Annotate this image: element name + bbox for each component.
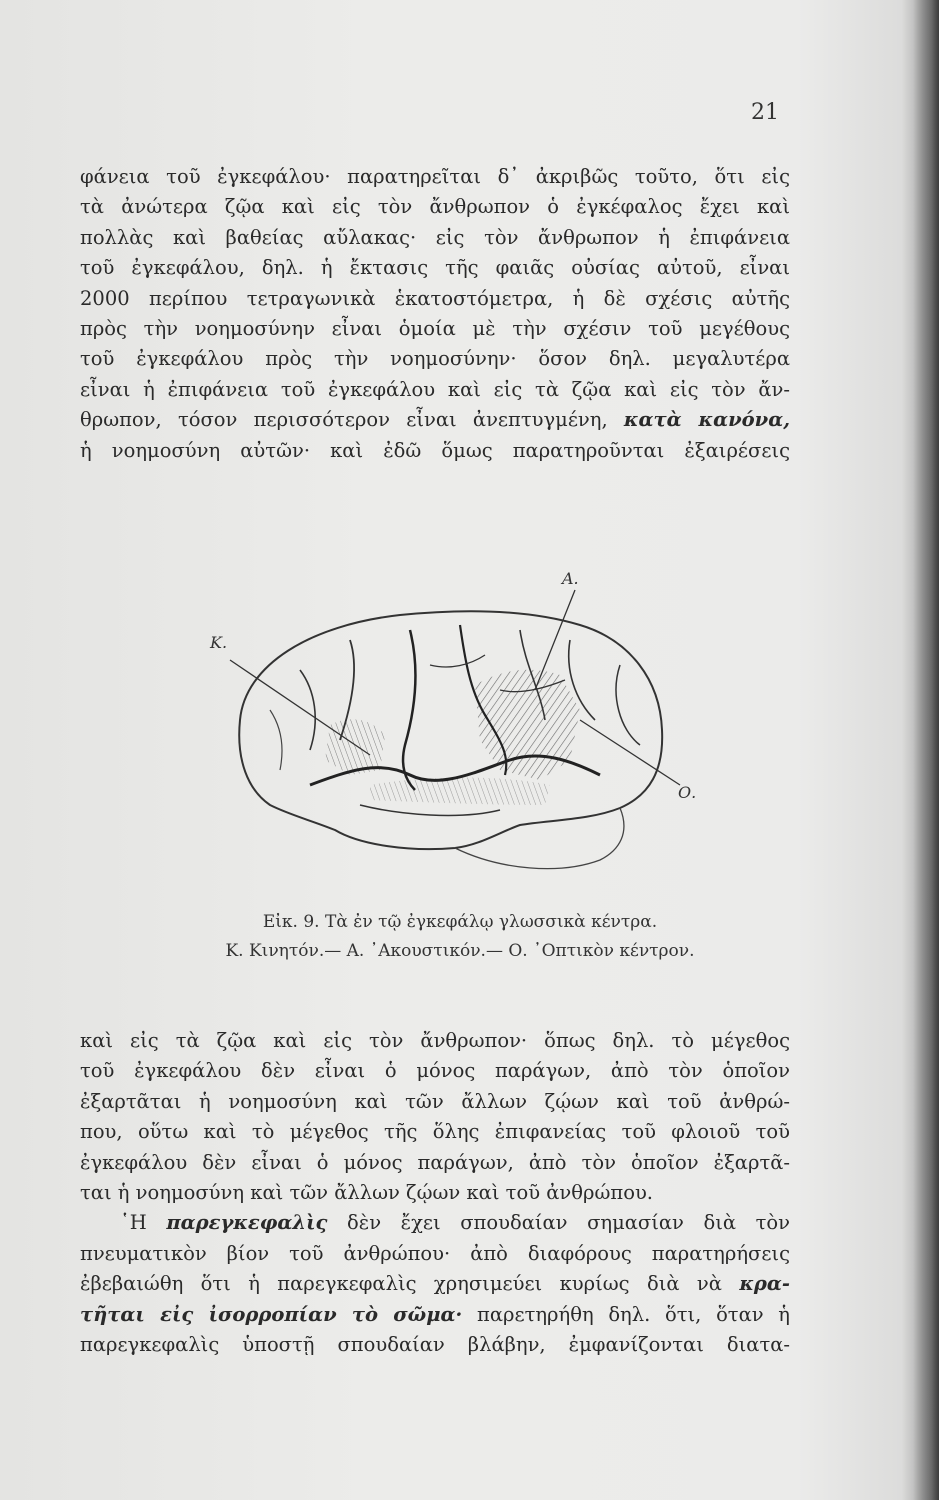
text-line: που, οὕτω καὶ τὸ μέγεθος τῆς ὅλης ἐπιφανείας τοῦ φλοιοῦ τοῦ [80,1120,790,1144]
text-line: τὰ ἀνώτερα ζῷα καὶ εἰς τὸν ἄνθρωπον ὁ ἐγκέφαλος ἔχει καὶ [80,195,790,219]
central-sulcus [403,630,415,790]
text-line: ἐγκεφάλου δὲν εἶναι ὁ μόνος παράγων, ἀπὸ τὸν ὁποῖον ἐξαρτᾶ- [80,1150,790,1174]
text-line: τοῦ ἐγκεφάλου, δηλ. ἡ ἔκτασις τῆς φαιᾶς οὐσίας αὐτοῦ, εἶναι [80,256,790,280]
brain-illustration [200,570,720,900]
text-line: φάνεια τοῦ ἐγκεφάλου· παρατηρεῖται δ᾽ ἀκριβῶς τοῦτο, ὅτι εἰς [80,165,790,188]
cerebellum-outline [455,808,624,869]
temporal-area-hatch [370,778,550,806]
text-line: πολλὰς καὶ βαθείας αὔλακας· εἰς τὸν ἄνθρωπον ἡ ἐπιφάνεια [80,225,790,249]
text-line: τοῦ ἐγκεφάλου πρὸς τὴν νοημοσύνην· ὅσον δηλ. μεγαλυτέρα [80,347,790,371]
text-line: ἐξαρτᾶται ἡ νοημοσύνη καὶ τῶν ἄλλων ζῴων καὶ τοῦ ἀνθρώ- [80,1089,790,1113]
emphasis-text: παρεγκεφαλὶς [166,1211,328,1235]
text-line: ται ἡ νοημοσύνη καὶ τῶν ἄλλων ζῴων καὶ τοῦ ἀνθρώπου. [80,1181,653,1205]
text-line: πρὸς τὴν νοημοσύνην εἶναι ὁμοία μὲ τὴν σχέσιν τοῦ μεγέθους [80,317,790,341]
emphasis-text: τῆται εἰς ἰσορροπίαν τὸ σῶμα· [80,1302,463,1326]
pointer-o [580,720,680,785]
text-line: παρεγκεφαλὶς ὑποστῇ σπουδαίαν βλάβην, ἐμφανίζονται διατα- [80,1333,790,1357]
text-line: καὶ εἰς τὰ ζῷα καὶ εἰς τὸν ἄνθρωπον· ὅπως δηλ. τὸ μέγεθος [80,1029,790,1052]
text-line: τοῦ ἐγκεφάλου δὲν εἶναι ὁ μόνος παράγων, ἀπὸ τὸν ὁποῖον [80,1059,790,1083]
text-segment: ἐβεβαιώθη ὅτι ἡ παρεγκεφαλὶς χρησιμεύει κυρίως διὰ νὰ [80,1272,722,1296]
page-edge-shadow [913,0,939,1500]
text-line: 2000 περίπου τετραγωνικὰ ἑκατοστόμετρα, ἡ δὲ σχέσις αὐτῆς [80,286,790,310]
lower-paragraphs [80,1026,790,1360]
brain-outline [239,611,662,849]
text-segment: θρωπον, τόσον περισσότερον εἶναι ἀνεπτυγμένη, [80,408,608,432]
text-segment: ῾Η [120,1211,147,1235]
text-line: εἶναι ἡ ἐπιφάνεια τοῦ ἐγκεφάλου καὶ εἰς τὰ ζῷα καὶ εἰς τὸν ἄν- [80,377,790,401]
emphasis-text: κατὰ κανόνα, [623,408,790,432]
label-k: Κ. [210,633,228,652]
brain-figure [200,570,720,900]
text-line: πνευματικὸν βίον τοῦ ἀνθρώπου· ἀπὸ διαφόρους παρατηρήσεις [80,1241,790,1265]
text-line [80,1269,790,1299]
figure-caption-title: Εἰκ. 9. Τὰ ἐν τῷ ἐγκεφάλῳ γλωσσικὰ κέντρα. [262,912,658,932]
text-segment: δὲν ἔχει σπουδαίαν σημασίαν διὰ τὸν [347,1211,790,1235]
upper-paragraph [80,162,790,466]
page-number: 21 [751,100,779,125]
text-line: ἡ νοημοσύνη αὐτῶν· καὶ ἐδῶ ὅμως παρατηροῦνται ἐξαιρέσεις [80,438,790,462]
text-line [80,1208,790,1238]
text-segment: παρετηρήθη δηλ. ὅτι, ὅταν ἡ [477,1302,790,1326]
text-line [80,1300,790,1330]
label-a: Α. [562,570,579,588]
figure-caption-legend: Κ. Κινητόν.— Α. ᾽Ακουστικόν.— Ο. ᾽Οπτικὸν κέντρον. [225,941,695,961]
emphasis-text: κρα- [739,1272,790,1296]
text-line [80,405,790,435]
label-o: Ο. [678,783,697,802]
